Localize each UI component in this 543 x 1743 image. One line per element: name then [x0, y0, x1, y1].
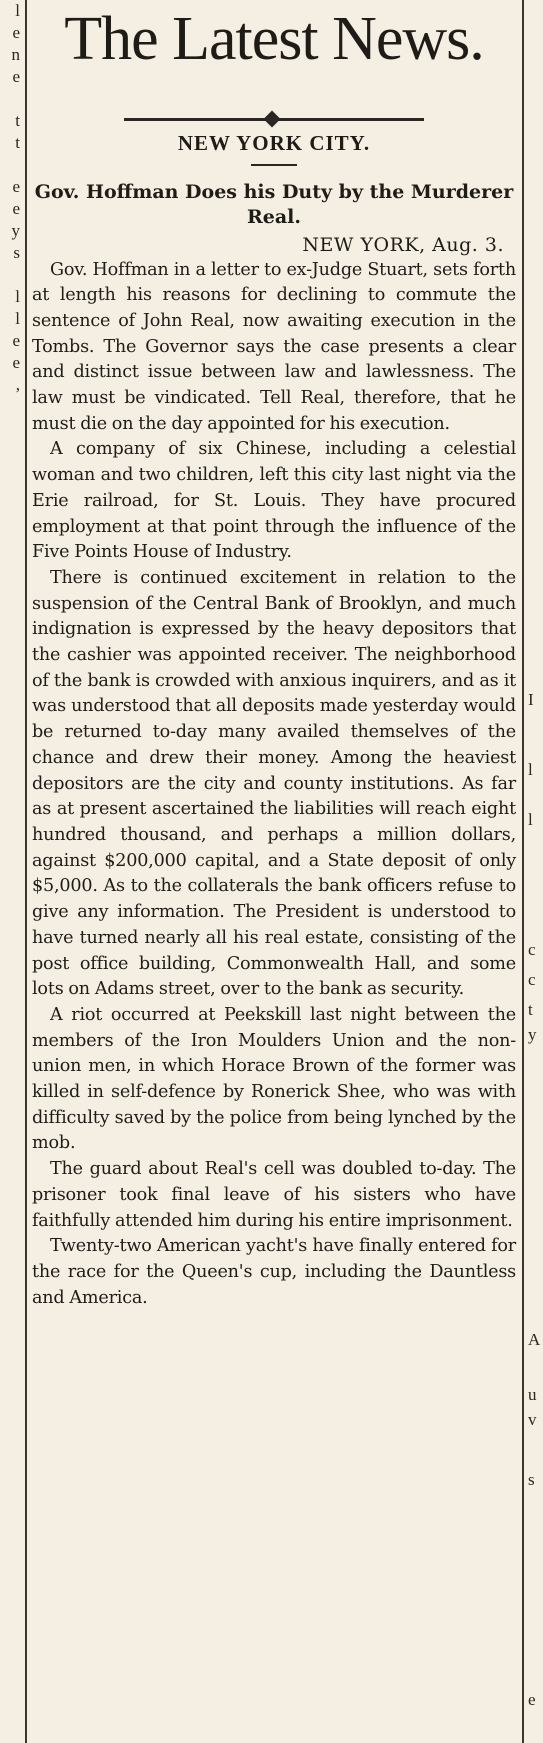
article-column: [30, 0, 518, 1311]
left-fragment: e: [12, 199, 20, 218]
article-paragraph: There is continued excitement in relation to the suspension of the Central Bank of Brooklyn, and much indignation is expressed by the heavy depositors that the cashier was appointed receiver. The neighborhood of the bank is crowded with anxious inquirers, and as it was understood that all deposits made yesterday would be returned to-day many availed themselves of the chance and drew their money. Among the heaviest depositors are the city and county institutions. As far as at present ascertained the liabilities will reach eight hundred thousand, and perhaps a million dollars, against $200,000 capital, and a State deposit of only $5,000. As to the collaterals the bank officers refuse to give any information. The President is understood to have turned nearly all his real estate, consisting of the post office building, Commonwealth Hall, and some lots on Adams street, over to the bank as security.: [32, 567, 516, 1000]
left-fragment: e: [12, 331, 20, 350]
left-fragment: e: [12, 23, 20, 42]
right-fragment: e: [528, 1690, 536, 1709]
left-fragment: [0, 154, 24, 176]
left-fragment: l: [15, 1, 20, 20]
article-paragraph: The guard about Real's cell was doubled to-day. The prisoner took final leave of his sisters who have faithfully attended him during his entire imprisonment.: [32, 1159, 516, 1231]
right-fragment: l: [528, 760, 533, 779]
right-fragment: s: [528, 1470, 535, 1489]
right-fragment: c: [528, 970, 536, 989]
right-fragment: t: [528, 1000, 533, 1019]
article-paragraph: Gov. Hoffman in a letter to ex-Judge Stuart, sets forth at length his reasons for declining to commute the sentence of John Real, now awaiting execution in the Tombs. The Governor says the case presents a clear and distinct issue between law and lawlessness. The law must be vindicated. Tell Real, therefore, that he must die on the day appointed for his execution.: [32, 259, 516, 434]
left-fragment: l: [15, 309, 20, 328]
article-paragraph: Twenty-two American yacht's have finally entered for the race for the Queen's cup, including the Dauntless and America.: [32, 1236, 516, 1308]
right-fragment: A: [528, 1330, 541, 1349]
masthead-title: The Latest News.: [64, 5, 484, 73]
ornamental-divider: [124, 118, 424, 121]
article-paragraph: A riot occurred at Peekskill last night between the members of the Iron Moulders Union and the non-union men, in which Horace Brown of the former was killed in self-defence by Ronerick Shee, who was with difficulty saved by the police from being lynched by the mob.: [32, 1004, 516, 1154]
left-fragment: e: [12, 67, 20, 86]
left-fragment: n: [11, 45, 20, 64]
right-fragment: c: [528, 940, 536, 959]
left-fragment: [0, 88, 24, 110]
left-fragment: l: [15, 287, 20, 306]
right-fragment: I: [528, 690, 534, 709]
left-margin-fragments: [0, 0, 24, 1743]
right-fragment: u: [528, 1385, 537, 1404]
article-dateline: NEW YORK, Aug. 3.: [302, 233, 504, 256]
left-fragment: [0, 264, 24, 286]
left-fragment: t: [15, 111, 20, 130]
right-fragment: y: [528, 1025, 537, 1044]
left-fragment: e: [12, 177, 20, 196]
column-divider-right: [522, 0, 524, 1743]
left-fragment: s: [13, 243, 20, 262]
article-paragraph: A company of six Chinese, including a celestial woman and two children, left this city last night via the Erie railroad, for St. Louis. They have procured employment at that point through the influence of the Five Points House of Industry.: [32, 439, 516, 563]
right-fragment: l: [528, 810, 533, 829]
left-fragment: t: [15, 133, 20, 152]
right-margin-fragments: [526, 0, 543, 1743]
left-fragment: e: [12, 353, 20, 372]
section-heading: NEW YORK CITY.: [177, 130, 371, 155]
left-fragment: ,: [15, 375, 20, 394]
left-fragment: y: [11, 221, 20, 240]
right-fragment: v: [528, 1410, 537, 1429]
column-divider-left: [25, 0, 27, 1743]
article-headline: Gov. Hoffman Does his Duty by the Murderer Real.: [34, 180, 514, 228]
short-divider: [251, 164, 297, 166]
